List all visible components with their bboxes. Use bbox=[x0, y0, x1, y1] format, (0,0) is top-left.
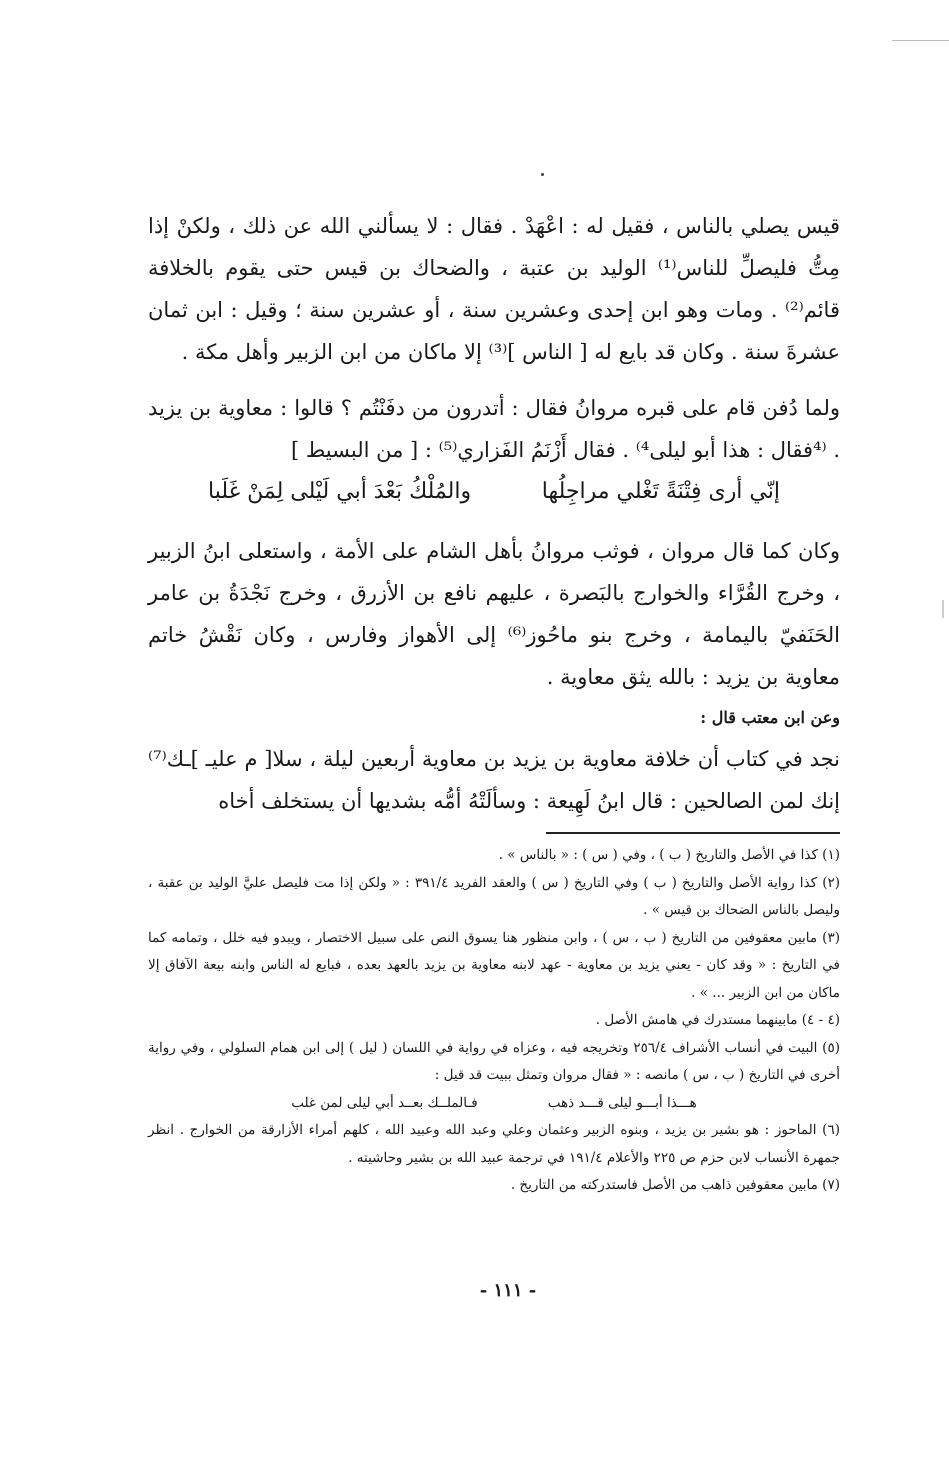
section-subheading: وعن ابن معتب قال : bbox=[700, 708, 840, 727]
paragraph-4: نجد في كتاب أن خلافة معاوية بن يزيد بن معاوية أربعين ليلة ، سلا[ م عليـ ]ـك⁽⁷⁾ إنك لمن الصالحين : قال ابنُ لَهِيعة : وسألَتْهُ أمُّه بشديها أن يستخلف أخاه bbox=[148, 747, 840, 813]
top-margin-line bbox=[892, 40, 949, 41]
footnote-6: (٦) الماحوز : هو بشير بن يزيد ، وبنوه الزبير وعثمان وعلي وعبد الله وعبيد الله ، كلهم أمراء الأزارقة من الخوارج . انظر جمهرة الأنساب لابن حزم ص ٢٢٥ والأعلام ١٩١/٤ في ترجمة عبيد الله بن بشير وحاشيته . bbox=[148, 1122, 840, 1166]
paragraph-3: وكان كما قال مروان ، فوثب مروانُ بأهل الشام على الأمة ، واستعلى ابنُ الزبير ، وخرج القُرَّاء والخوارج بالبَصرة ، عليهم نافع بن الأزرق ، وخرج نَجْدَةُ بن عامر الحَنَفيّ باليمامة ، وخرج بنو ماحُوز⁽⁶⁾ إلى الأهواز وفارس ، وكان نَقْشُ خاتم معاوية بن يزيد : بالله يثق معاوية . bbox=[148, 539, 840, 689]
footnote-verse-second: فـالملــك بعــد أبي ليلى لمن غلب bbox=[291, 1094, 478, 1111]
verse-first-hemistich: إنّي أرى فِتْنَةً تَغْلي مراجِلُها bbox=[541, 479, 780, 504]
footnote-separator bbox=[546, 832, 840, 834]
paragraph-2: ولما دُفن قام على قبره مروانُ فقال : أتدرون من دفَنْتُم ؟ قالوا : معاوية بن يزيد . ⁽⁴فقال : هذا أبو ليلى⁴⁾ . فقال أَزْنَمُ الفَزاري⁽⁵⁾ : [ من البسيط ] bbox=[148, 396, 840, 462]
footnote-2: (٢) كذا رواية الأصل والتاريخ ( ب ) وفي التاريخ ( س ) والعقد الفريد ٣٩١/٤ : « ولكن إذا مت فليصل عليَّ الوليد بن عقبة ، وليصل بالناس الضحاك بن قيس » . bbox=[148, 874, 841, 918]
page-number: - ١١١ - bbox=[479, 1280, 537, 1301]
poem-verse bbox=[148, 470, 840, 514]
paragraph-1: قيس يصلي بالناس ، فقيل له : اعْهَدْ . فقال : لا يسألني الله عن ذلك ، ولكنْ إذا مِتُّ فليصلِّ للناس⁽¹⁾ الوليد بن عتبة ، والضحاك بن قيس حتى يقوم بالخلافة قائم⁽²⁾ . ومات وهو ابن إحدى وعشرين سنة ، أو عشرين سنة ؛ وقيل : ابن ثمان عشرةَ سنة . وكان قد بايع له [ الناس ]⁽³⁾ إلا ماكان من ابن الزبير وأهل مكة . bbox=[148, 214, 840, 364]
footnote-3: (٣) مابين معقوفين من التاريخ ( ب ، س ) ، وابن منظور هنا يسوق النص على سبيل الاختصار ، ويبدو فيه خلل ، وتمامه كما في التاريخ : « وقد كان - يعني يزيد بن معاوية - عهد لابنه معاوية بن يزيد بالعهد بعده ، فبايع له الناس وابنه بيعة الآفاق إلا ماكان من ابن الزبير ... » . bbox=[148, 929, 840, 1001]
footnote-verse bbox=[148, 1090, 840, 1118]
footnotes bbox=[148, 842, 840, 1200]
scan-dot bbox=[541, 173, 544, 176]
edge-mark bbox=[942, 600, 944, 618]
footnote-7: (٧) مابين معقوفين ذاهب من الأصل فاستدركته من التاريخ . bbox=[510, 1177, 840, 1193]
footnote-5: (٥) البيت في أنساب الأشراف ٢٥٦/٤ وتخريجه فيه ، وعزاه في رواية في اللسان ( ليل ) إلى ابن همام السلولي ، وفي رواية أخرى في التاريخ ( ب ، س ) مانصه : « فقال مروان وتمثل ببيت قد قيل : bbox=[148, 1039, 840, 1083]
footnote-verse-first: هـــذا أبـــو ليلى قـــد ذهب bbox=[547, 1094, 697, 1111]
footnote-4: (٤ - ٤) مابينهما مستدرك في هامش الأصل . bbox=[595, 1012, 840, 1028]
footnote-1: (١) كذا في الأصل والتاريخ ( ب ) ، وفي ( س ) : « بالناس » . bbox=[498, 847, 840, 863]
verse-second-hemistich: والمُلْكُ بَعْدَ أبي لَيْلى لِمَنْ غَلَبا bbox=[208, 479, 472, 504]
